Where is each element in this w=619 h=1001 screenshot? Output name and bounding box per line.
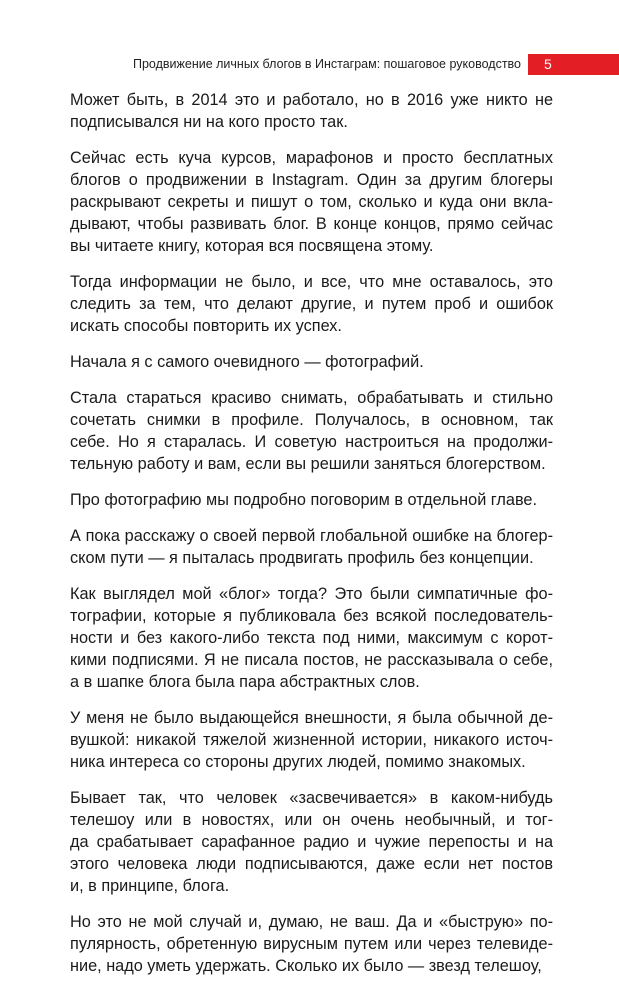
text-line: телешоу или в новостях, или он очень необычный, и тог- [70,811,553,829]
text-line: ника интереса со стороны других людей, помимо знакомых. [70,753,526,771]
text-line: сочетать снимки в профиле. Получалось, в основном, так [70,411,553,429]
text-line: этого человека люди подписываются, даже если нет постов [70,855,553,873]
text-line: Бывает так, что человек «засвечивается» в каком-нибудь [70,789,553,807]
paragraph [70,787,553,897]
text-line: тельную работу и вам, если вы решили заняться блогерством. [70,455,546,473]
text-line: а в шапке блога была пара абстрактных слов. [70,673,420,691]
text-line: Про фотографию мы подробно поговорим в отдельной главе. [70,491,537,509]
text-line: Как выглядел мой «блог» тогда? Это были симпатичные фо- [70,585,553,603]
paragraph [70,89,553,133]
text-line: блогов о продвижении в Instagram. Один за другим блогеры [70,171,553,189]
text-line: ние, надо уметь удержать. Сколько их было — звезд телешоу, [70,957,542,975]
text-line: Но это не мой случай и, думаю, не ваш. Да и «быструю» по- [70,913,553,931]
text-line: и, в принципе, блога. [70,877,230,895]
text-line: кими подписями. Я не писала постов, не рассказывала о себе, [70,651,553,669]
text-line: подписывался ни на кого просто так. [70,113,348,131]
text-line: дывают, чтобы развивать блог. В конце концов, прямо сейчас [70,215,553,233]
text-line: ности и без какого-либо текста под ними, максимум с корот- [70,629,553,647]
text-line: раскрывают секреты и пишут о том, сколько и куда они вкла- [70,193,553,211]
text-line: Тогда информации не было, и все, что мне оставалось, это [70,273,553,291]
text-line: вушкой: никакой тяжелой жизненной истории, никакого источ- [70,731,553,749]
paragraph [70,271,553,337]
paragraph [70,351,553,373]
text-line: А пока расскажу о своей первой глобальной ошибке на блогер- [70,527,553,545]
text-line: Начала я с самого очевидного — фотографий. [70,353,424,371]
text-line: ском пути — я пыталась продвигать профиль без концепции. [70,549,534,567]
page-number-badge [528,54,619,75]
paragraph [70,525,553,569]
page-number: 5 [544,56,552,72]
text-line: тографии, которые я публиковала без всякой последователь- [70,607,553,625]
paragraph [70,147,553,257]
paragraph [70,707,553,773]
text-line: Стала стараться красиво снимать, обрабатывать и стильно [70,389,553,407]
paragraph [70,489,553,511]
text-line: Может быть, в 2014 это и работало, но в 2016 уже никто не [70,91,553,109]
page-body [70,89,553,991]
paragraph [70,387,553,475]
text-line: следить за тем, что делают другие, и путем проб и ошибок [70,295,553,313]
text-line: Сейчас есть куча курсов, марафонов и просто бесплатных [70,149,553,167]
text-line: да срабатывает сарафанное радио и чужие перепосты и на [70,833,553,851]
text-line: искать способы повторить их успех. [70,317,342,335]
paragraph [70,911,553,977]
text-line: У меня не было выдающейся внешности, я была обычной де- [70,709,553,727]
running-title: Продвижение личных блогов в Инстаграм: пошаговое руководство [132,57,521,71]
text-line: пулярность, обретенную вирусным путем или через телевиде- [70,935,553,953]
text-line: себе. Но я старалась. И советую настроиться на продолжи- [70,433,553,451]
paragraph [70,583,553,693]
text-line: вы читаете книгу, которая вся посвящена этому. [70,237,434,255]
